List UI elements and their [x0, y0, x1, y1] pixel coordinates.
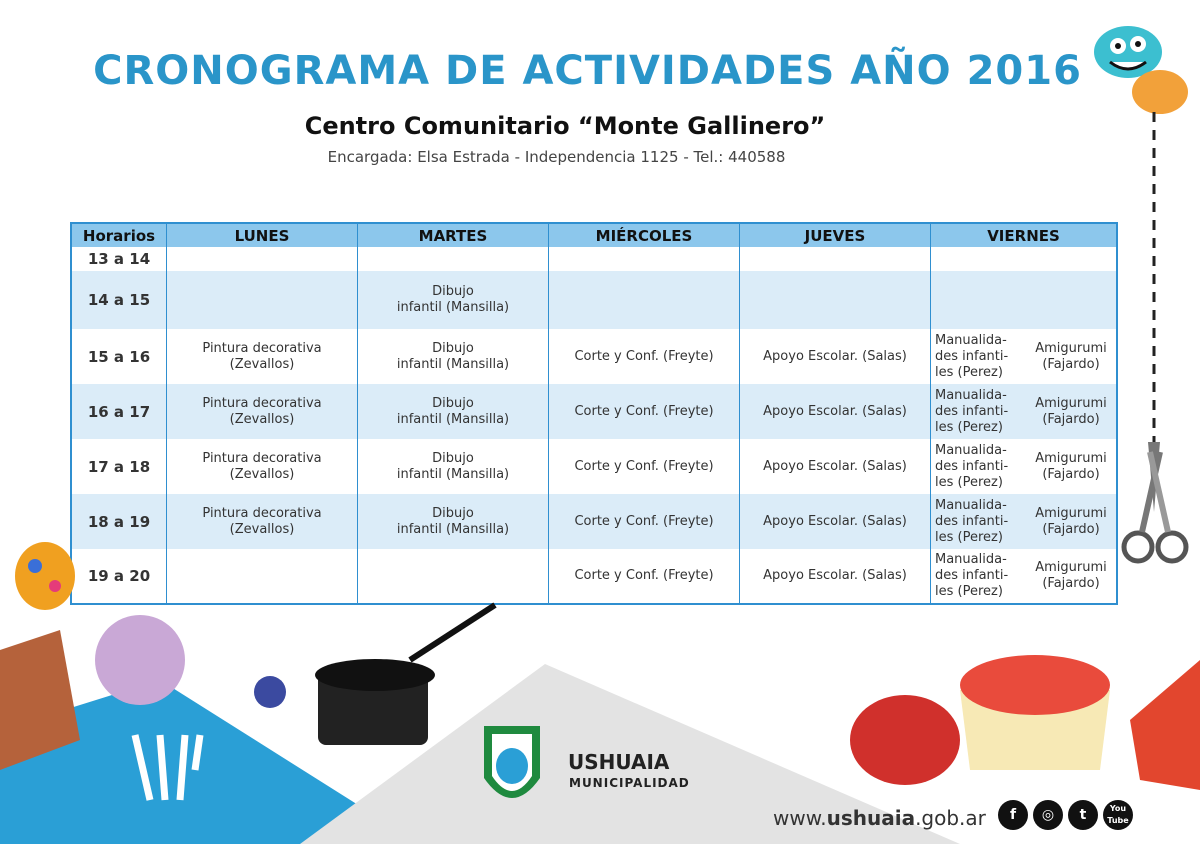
viernes-cell — [931, 549, 1118, 604]
lunes-cell: Pintura decorativa (Zevallos) — [167, 439, 358, 494]
url-bold: ushuaia — [826, 806, 916, 830]
lunes-cell — [167, 549, 358, 604]
miercoles-cell: Corte y Conf. (Freyte) — [549, 494, 740, 549]
page-title: CRONOGRAMA DE ACTIVIDADES AÑO 2016 — [93, 48, 1082, 94]
jueves-cell: Apoyo Escolar. (Salas) — [740, 384, 931, 439]
facebook-icon[interactable]: f — [998, 800, 1028, 830]
hour-cell: 15 a 16 — [71, 329, 167, 384]
miercoles-cell: Corte y Conf. (Freyte) — [549, 549, 740, 604]
contact-info: Encargada: Elsa Estrada - Independencia 1125 - Tel.: 440588 — [327, 148, 786, 166]
lunes-cell: Pintura decorativa (Zevallos) — [167, 384, 358, 439]
viernes-activity-a: Manualida- des infanti- les (Perez) — [935, 332, 1009, 380]
viernes-cell — [931, 384, 1118, 439]
lunes-cell — [167, 247, 358, 271]
scissors-cut-line — [1120, 112, 1190, 572]
table-row — [71, 549, 1117, 604]
jueves-cell: Apoyo Escolar. (Salas) — [740, 494, 931, 549]
viernes-activity-b: Amigurumi (Fajardo) — [1035, 340, 1107, 372]
martes-cell: Dibujo infantil (Mansilla) — [358, 329, 549, 384]
hour-cell: 16 a 17 — [71, 384, 167, 439]
viernes-activity-a: Manualida- des infanti- les (Perez) — [935, 387, 1009, 435]
jueves-cell: Apoyo Escolar. (Salas) — [740, 549, 931, 604]
header-jueves: JUEVES — [740, 223, 931, 247]
viernes-activity-b: Amigurumi (Fajardo) — [1035, 395, 1107, 427]
lunes-cell: Pintura decorativa (Zevallos) — [167, 329, 358, 384]
header-miercoles: MIÉRCOLES — [549, 223, 740, 247]
instagram-icon[interactable]: ◎ — [1033, 800, 1063, 830]
viernes-activity-a: Manualida- des infanti- les (Perez) — [935, 552, 1009, 599]
twitter-icon[interactable]: t — [1068, 800, 1098, 830]
jueves-cell: Apoyo Escolar. (Salas) — [740, 329, 931, 384]
miercoles-cell — [549, 247, 740, 271]
header-martes: MARTES — [358, 223, 549, 247]
viernes-activity-a: Manualida- des infanti- les (Perez) — [935, 497, 1009, 545]
martes-cell: Dibujo infantil (Mansilla) — [358, 494, 549, 549]
hour-cell: 19 a 20 — [71, 549, 167, 604]
header-horarios: Horarios — [71, 223, 167, 247]
table-row — [71, 271, 1117, 329]
viernes-activity-b: Amigurumi (Fajardo) — [1035, 560, 1107, 591]
municipal-shield-logo — [476, 718, 548, 818]
viernes-cell — [931, 494, 1118, 549]
viernes-cell — [931, 439, 1118, 494]
table-row — [71, 439, 1117, 494]
viernes-activity-b: Amigurumi (Fajardo) — [1035, 505, 1107, 537]
table-row — [71, 329, 1117, 384]
brand-subtitle: MUNICIPALIDAD — [569, 776, 690, 790]
hour-cell: 13 a 14 — [71, 247, 167, 271]
viernes-activity-b: Amigurumi (Fajardo) — [1035, 450, 1107, 482]
viernes-cell — [931, 271, 1118, 329]
viernes-cell — [931, 329, 1118, 384]
brand-name: USHUAIA — [568, 750, 670, 774]
lunes-cell: Pintura decorativa (Zevallos) — [167, 494, 358, 549]
table-row — [71, 384, 1117, 439]
header-viernes: VIERNES — [931, 223, 1118, 247]
table-row — [71, 247, 1117, 271]
jueves-cell — [740, 271, 931, 329]
martes-cell — [358, 549, 549, 604]
lunes-cell — [167, 271, 358, 329]
martes-cell: Dibujo infantil (Mansilla) — [358, 439, 549, 494]
hour-cell: 17 a 18 — [71, 439, 167, 494]
header-lunes: LUNES — [167, 223, 358, 247]
url-suffix: .gob.ar — [915, 806, 986, 830]
jueves-cell — [740, 247, 931, 271]
youtube-icon[interactable]: You Tube — [1103, 800, 1133, 830]
martes-cell — [358, 247, 549, 271]
ladybug-illustration — [0, 528, 80, 618]
miercoles-cell: Corte y Conf. (Freyte) — [549, 384, 740, 439]
hour-cell: 14 a 15 — [71, 271, 167, 329]
miercoles-cell: Corte y Conf. (Freyte) — [549, 329, 740, 384]
viernes-activity-a: Manualida- des infanti- les (Perez) — [935, 442, 1009, 490]
martes-cell: Dibujo infantil (Mansilla) — [358, 271, 549, 329]
viernes-cell — [931, 247, 1118, 271]
website-link[interactable] — [773, 806, 986, 830]
jueves-cell: Apoyo Escolar. (Salas) — [740, 439, 931, 494]
table-header-row — [71, 223, 1117, 247]
table-row — [71, 494, 1117, 549]
schedule-body — [71, 247, 1117, 604]
miercoles-cell: Corte y Conf. (Freyte) — [549, 439, 740, 494]
hour-cell: 18 a 19 — [71, 494, 167, 549]
schedule-table — [70, 222, 1118, 605]
martes-cell: Dibujo infantil (Mansilla) — [358, 384, 549, 439]
url-prefix: www. — [773, 806, 827, 830]
center-name: Centro Comunitario “Monte Gallinero” — [304, 112, 826, 140]
miercoles-cell — [549, 271, 740, 329]
